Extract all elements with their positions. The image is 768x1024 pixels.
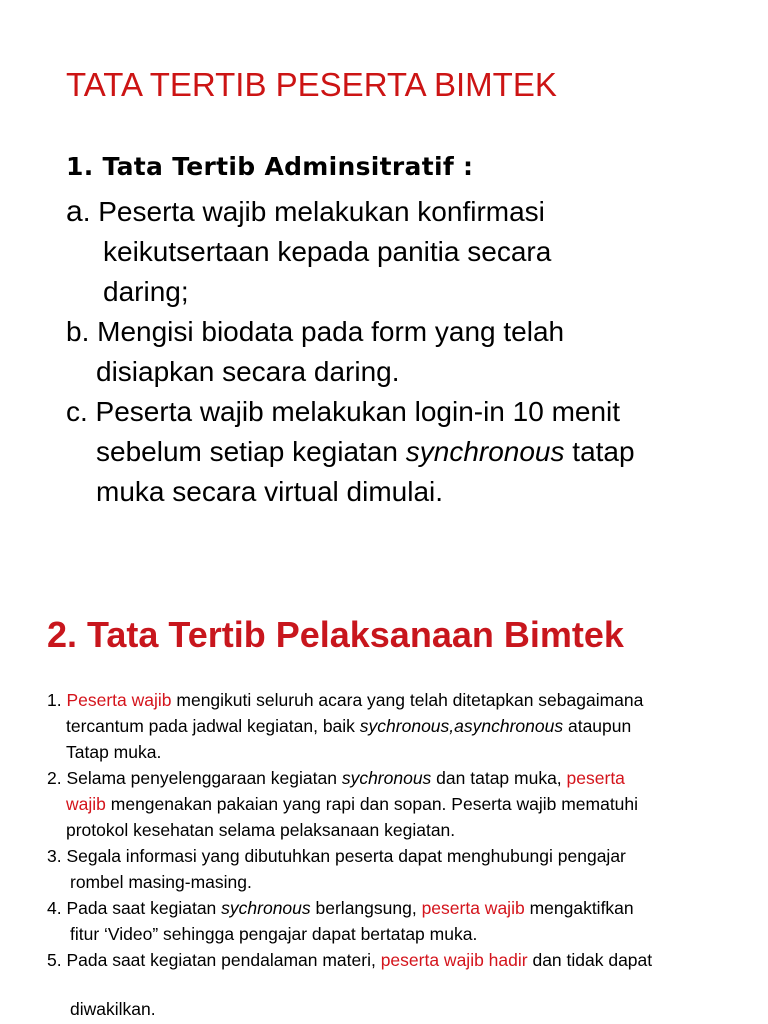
s2-item-4-red: peserta wajib — [421, 898, 525, 918]
s2-item-4-line-2: fitur ‘Video” sehingga pengajar dapat bertatap muka. — [70, 924, 478, 944]
s2-item-5-pre: 5. Pada saat kegiatan pendalaman materi, — [47, 950, 381, 970]
item-c-line-1: c. Peserta wajib melakukan login-in 10 menit — [66, 396, 621, 427]
s2-item-3-line-1: 3. Segala informasi yang dibutuhkan peserta dapat menghubungi pengajar — [47, 846, 626, 866]
item-c-line-2 — [96, 432, 635, 472]
s2-item-1-l2-post: ataupun — [563, 716, 632, 736]
item-c-line-2-pre: sebelum setiap kegiatan — [96, 436, 406, 467]
s2-item-4-line-1 — [47, 895, 634, 921]
item-c-line-3: muka secara virtual dimulai. — [96, 476, 444, 507]
s2-item-2-pre: 2. Selama penyelenggaraan kegiatan — [47, 768, 342, 788]
s2-item-1-red: Peserta wajib — [66, 690, 172, 710]
s2-item-4-pre: 4. Pada saat kegiatan — [47, 898, 222, 918]
s2-item-5-red: peserta wajib hadir — [380, 950, 528, 970]
item-b-line-2: disiapkan secara daring. — [96, 356, 400, 387]
section-1-heading: 1. Tata Tertib Adminsitratif : — [66, 152, 474, 181]
s2-item-2-line-1 — [47, 765, 625, 791]
s2-item-5-post: dan tidak dapat — [527, 950, 653, 970]
s2-item-1-l2-pre: tercantum pada jadwal kegiatan, baik — [66, 716, 360, 736]
s2-item-1-num: 1. — [47, 690, 67, 710]
item-c-line-2-post: tatap — [564, 436, 635, 467]
s2-item-2-line-2 — [66, 791, 638, 817]
s2-item-4-post: mengaktifkan — [524, 898, 634, 918]
s2-item-2-em: sychronous — [341, 768, 432, 788]
s2-item-2-red1: peserta — [566, 768, 625, 788]
item-a-line-2: keikutsertaan kepada panitia secara — [103, 236, 552, 267]
item-a-marker: a — [66, 195, 83, 228]
item-a-line-1: . Peserta wajib melakukan konfirmasi — [82, 196, 545, 227]
s2-item-5-line-1 — [47, 947, 652, 973]
section-1-item-a — [66, 192, 545, 232]
item-a-line-3: daring; — [103, 276, 189, 307]
s2-item-2-line-3: protokol kesehatan selama pelaksanaan kegiatan. — [66, 820, 456, 840]
s2-item-1-l2-em: sychronous,asynchronous — [359, 716, 564, 736]
s2-item-1-line-2 — [66, 713, 631, 739]
item-b-line-1: b. Mengisi biodata pada form yang telah — [66, 316, 565, 347]
section-2-heading: 2. Tata Tertib Pelaksanaan Bimtek — [47, 614, 624, 655]
item-c-line-2-em: synchronous — [405, 436, 565, 467]
s2-item-1-rest: mengikuti seluruh acara yang telah ditetapkan sebagaimana — [171, 690, 644, 710]
s2-item-1-line-3: Tatap muka. — [66, 742, 162, 762]
s2-item-3-line-2: rombel masing-masing. — [70, 872, 252, 892]
s2-item-1-line-1 — [47, 687, 643, 713]
s2-item-2-l2-rest: mengenakan pakaian yang rapi dan sopan. Peserta wajib mematuhi — [105, 794, 639, 814]
s2-item-4-mid: berlangsung, — [310, 898, 422, 918]
page-title: TATA TERTIB PESERTA BIMTEK — [66, 66, 557, 103]
s2-item-5-line-2: diwakilkan. — [70, 999, 156, 1019]
s2-item-4-em: sychronous — [221, 898, 311, 918]
s2-item-2-red2: wajib — [66, 794, 106, 814]
s2-item-2-mid: dan tatap muka, — [431, 768, 567, 788]
